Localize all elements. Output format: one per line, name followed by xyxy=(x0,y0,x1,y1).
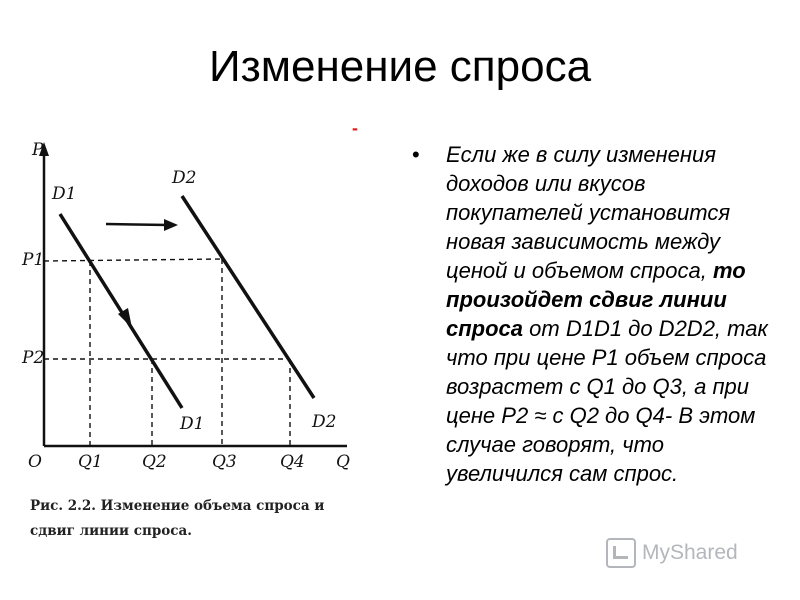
bullet-paragraph xyxy=(412,140,782,488)
d1-bottom-label: D1 xyxy=(180,414,205,434)
d1-top-label: D1 xyxy=(52,184,77,204)
d2-top-label: D2 xyxy=(172,168,197,188)
q2-label: Q2 xyxy=(142,452,167,472)
d1-line xyxy=(60,214,182,408)
shift-arrow-head xyxy=(164,219,178,231)
presentation-icon xyxy=(606,538,636,568)
origin-label: O xyxy=(28,452,42,472)
paragraph-part1: Если же в силу изменения доходов или вкусов покупателей установится новая зависимость между ценой и объемом спроса, xyxy=(446,142,731,283)
demand-shift-figure xyxy=(22,138,362,578)
paragraph-body xyxy=(412,140,782,488)
shift-arrow-shaft xyxy=(106,224,168,225)
axis-q-label: Q xyxy=(336,452,350,472)
watermark-text: MyShared xyxy=(642,541,738,564)
bullet-marker: • xyxy=(412,142,420,167)
q4-label: Q4 xyxy=(280,452,305,472)
paragraph-part2: от D1D1 до D2D2, так что при цене P1 объем спроса возрастет с Q1 до Q3, а при цене P2 ≈ с Q2 до Q4- В этом случае говорят, что увеличился сам спрос. xyxy=(446,316,768,486)
watermark xyxy=(606,538,738,568)
p1-guide xyxy=(44,259,222,261)
figure-caption: Рис. 2.2. Изменение объема спроса и сдвиг линии спроса. xyxy=(30,498,325,539)
d2-line xyxy=(182,196,314,398)
axis-p-label: P xyxy=(32,140,44,160)
slide-title: Изменение спроса xyxy=(208,42,592,91)
q3-label: Q3 xyxy=(212,452,237,472)
p1-label: P1 xyxy=(22,250,45,270)
paragraph-bold: то произойдет сдвиг линии спроса xyxy=(446,258,746,341)
d2-bottom-label: D2 xyxy=(312,412,337,432)
q1-label: Q1 xyxy=(78,452,103,472)
p2-label: P2 xyxy=(22,348,45,368)
red-dash-mark: - xyxy=(352,118,358,138)
